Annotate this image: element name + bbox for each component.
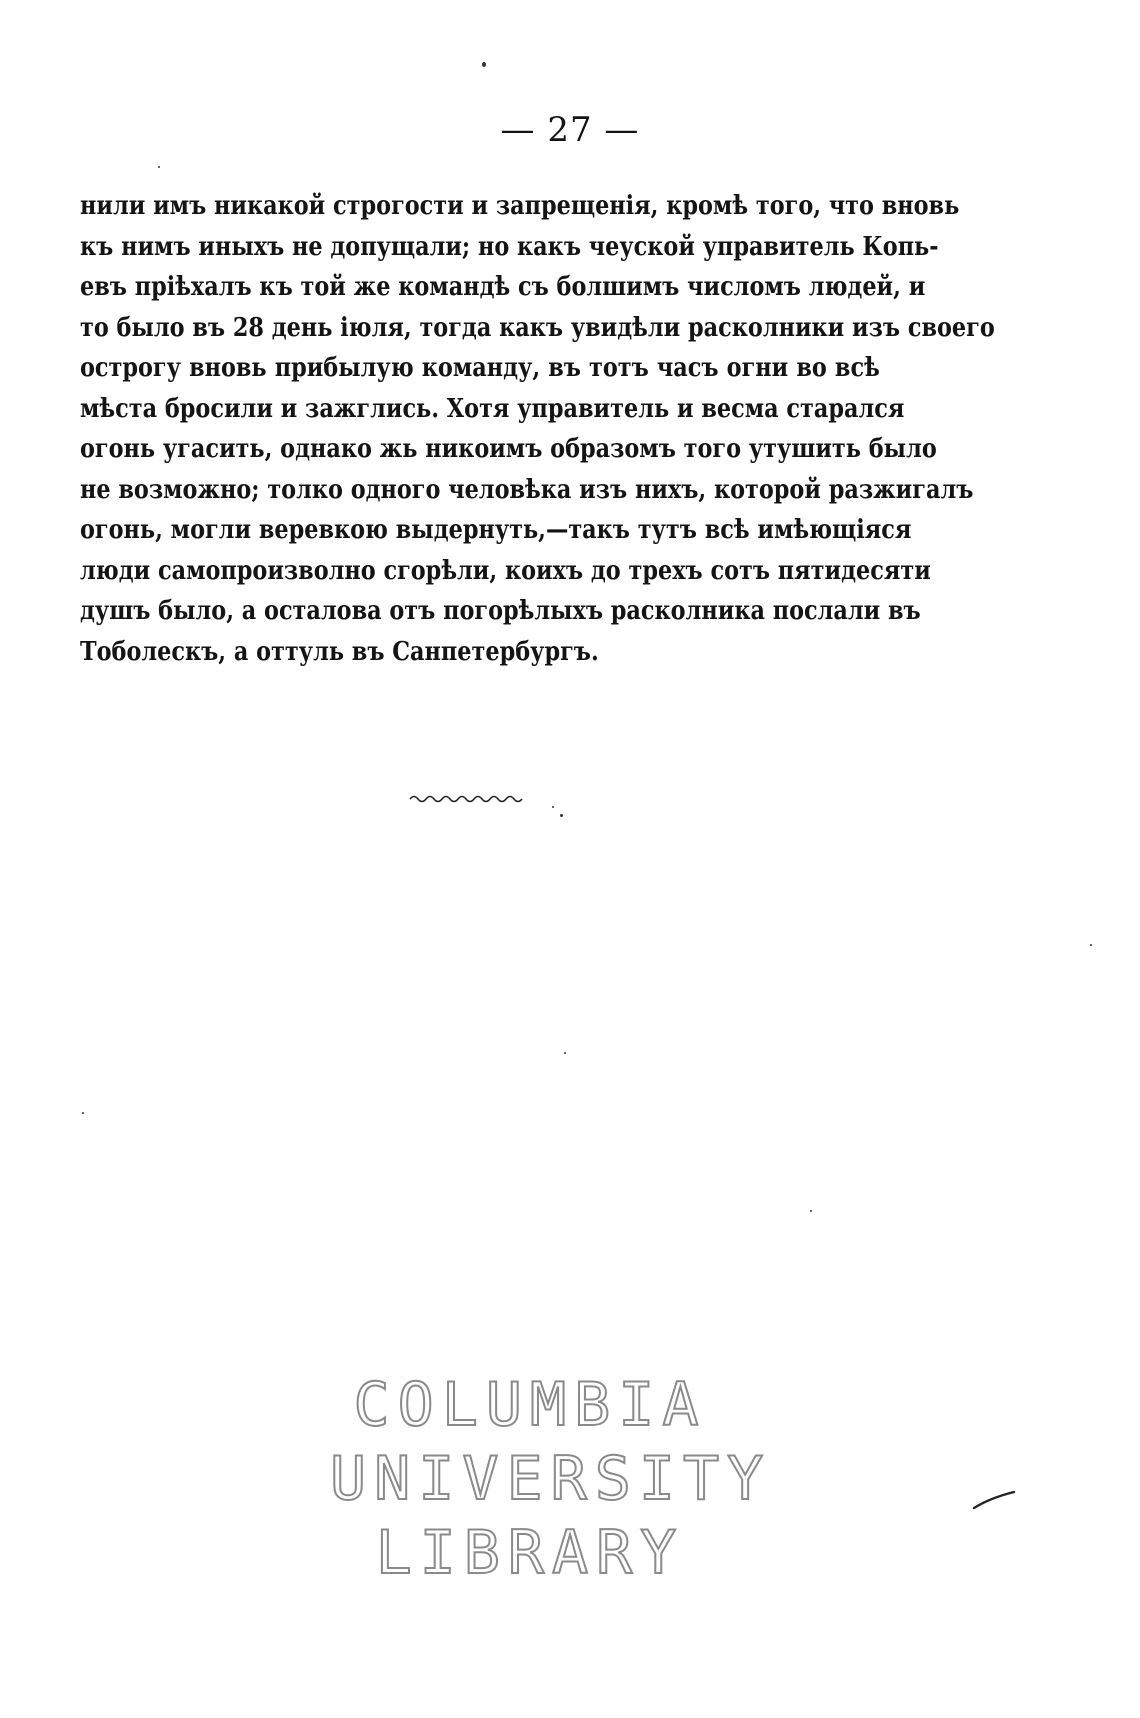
- stamp-line: COLUMBIA: [353, 1370, 707, 1440]
- text-line: Тоболескъ, а оттуль въ Санпетербургъ.: [80, 636, 599, 667]
- pen-stroke-mark: [972, 1490, 1016, 1510]
- stamp-line: LIBRARY: [375, 1518, 685, 1588]
- body-text: [80, 186, 995, 672]
- text-line: острогу вновь прибылую команду, въ тотъ часъ огни во всѣ: [80, 353, 880, 383]
- page-number: — 27 —: [500, 110, 640, 150]
- text-line: нили имъ никакой строгости и запрещенія, кромѣ того, что вновь: [80, 191, 960, 221]
- text-line: евъ пріѣхалъ къ той же командѣ съ болшимъ числомъ людей, и: [80, 272, 926, 302]
- scan-speck: [1090, 944, 1092, 946]
- scan-speck: [564, 1052, 566, 1054]
- stamp-line: UNIVERSITY: [330, 1444, 772, 1514]
- wavy-divider-ornament: [408, 792, 538, 806]
- text-line: къ нимъ иныхъ не допущали; но какъ чеуской управитель Копь-: [80, 231, 939, 262]
- text-line: то было въ 28 день іюля, тогда какъ увидѣли расколники изъ своего: [80, 312, 995, 343]
- text-line: душъ было, а осталова отъ погорѣлыхъ расколника послали въ: [80, 596, 921, 626]
- scan-speck: [482, 62, 486, 67]
- text-line: огонь угасить, однако жь никоимъ образомъ того утушить было: [80, 434, 937, 464]
- scan-speck: [560, 814, 563, 817]
- text-line: мѣста бросили и зажглись. Хотя управитель и весма старался: [80, 393, 905, 424]
- text-line: не возможно; толко одного человѣка изъ нихъ, которой разжигалъ: [80, 474, 974, 505]
- text-line: огонь, могли веревкою выдернуть,—такъ тутъ всѣ имѣющіяся: [80, 515, 912, 545]
- library-stamp: [330, 1368, 772, 1590]
- scan-speck: [810, 1210, 812, 1212]
- scan-speck: [158, 166, 160, 168]
- scan-speck: [552, 806, 554, 808]
- text-line: люди самопроизволно сгорѣли, коихъ до трехъ сотъ пятидесяти: [80, 555, 931, 586]
- scan-speck: [82, 1112, 84, 1114]
